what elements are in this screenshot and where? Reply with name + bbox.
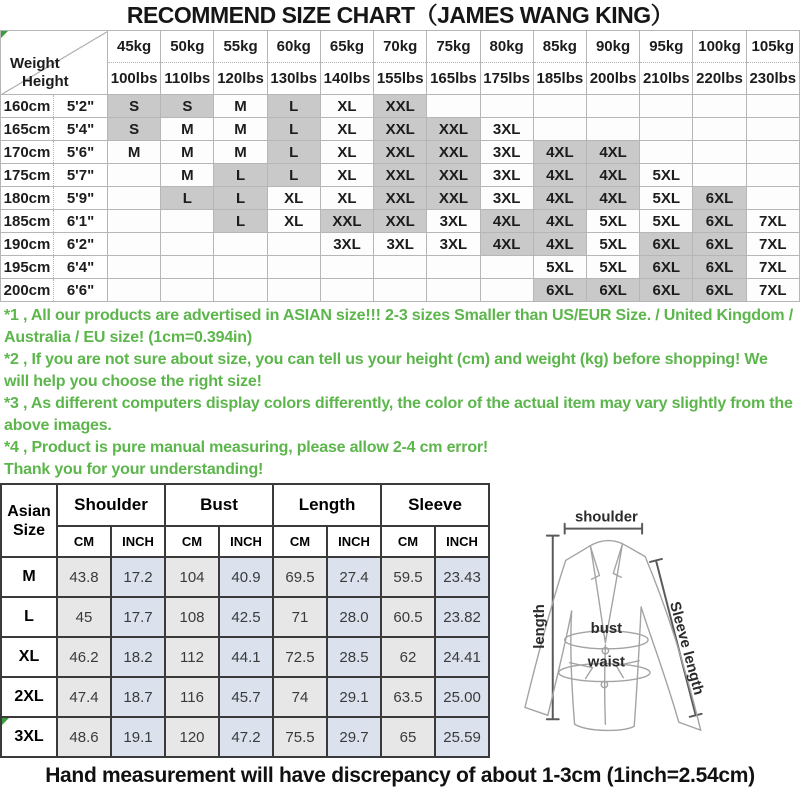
measure-value-cell: 27.4 [327,557,381,597]
height-ft-cell: 6'1" [54,210,108,233]
grid-row [1,164,800,187]
measure-value-cell: 75.5 [273,717,327,757]
size-cell: 4XL [533,164,586,187]
size-cell: 4XL [533,210,586,233]
measure-value-cell: 40.9 [219,557,273,597]
measure-value-cell: 71 [273,597,327,637]
measure-value-cell: 45 [57,597,111,637]
size-cell: 6XL [693,210,746,233]
waist-label: waist [587,654,626,671]
measure-row [1,677,489,717]
measure-value-cell: 59.5 [381,557,435,597]
size-cell [640,95,693,118]
grid-row [1,279,800,302]
asian-size-cell: M [1,557,57,597]
size-cell: XL [267,210,320,233]
size-cell: 6XL [693,279,746,302]
measure-value-cell: 47.4 [57,677,111,717]
measure-unit-header: CM [57,526,111,557]
size-cell: 3XL [480,141,533,164]
size-cell: L [267,95,320,118]
size-cell: 3XL [427,210,480,233]
size-cell [267,233,320,256]
weight-lbs-row [1,63,800,95]
size-cell: XXL [374,210,427,233]
measure-unit-header: INCH [327,526,381,557]
measure-value-cell: 46.2 [57,637,111,677]
size-cell [640,118,693,141]
weight-kg-header: 60kg [267,31,320,63]
asian-label: Asian [7,502,51,520]
size-cell: XXL [374,164,427,187]
weight-kg-header: 95kg [640,31,693,63]
measurement-section [0,483,800,761]
weight-kg-header: 70kg [374,31,427,63]
size-cell [746,118,799,141]
measure-group-row [1,484,489,526]
size-cell: 7XL [746,256,799,279]
measure-value-cell: 42.5 [219,597,273,637]
size-cell [214,233,267,256]
size-cell: 6XL [640,279,693,302]
size-cell [480,95,533,118]
measurement-table [0,483,490,758]
measure-unit-header: INCH [435,526,489,557]
height-cm-cell: 200cm [1,279,54,302]
jacket-shoulders [566,541,645,561]
measure-value-cell: 25.00 [435,677,489,717]
measure-unit-header: CM [381,526,435,557]
size-cell: 7XL [746,210,799,233]
size-cell [108,187,161,210]
height-ft-cell: 6'6" [54,279,108,302]
size-cell: M [214,141,267,164]
measure-value-cell: 69.5 [273,557,327,597]
size-cell: L [267,164,320,187]
size-cell: L [161,187,214,210]
asian-size-cell: 2XL [1,677,57,717]
measure-value-cell: 120 [165,717,219,757]
measure-value-cell: 23.43 [435,557,489,597]
asian-size-cell: L [1,597,57,637]
measure-value-cell: 63.5 [381,677,435,717]
size-cell: XL [320,118,373,141]
weight-label: Weight [10,55,60,72]
measure-value-cell: 18.7 [111,677,165,717]
asian-size-cell: XL [1,637,57,677]
measure-value-cell: 17.2 [111,557,165,597]
size-cell: 4XL [480,210,533,233]
size-cell [320,279,373,302]
measure-value-cell: 112 [165,637,219,677]
size-cell [427,279,480,302]
size-cell: XXL [427,187,480,210]
weight-kg-header: 75kg [427,31,480,63]
measure-value-cell: 72.5 [273,637,327,677]
length-measure-line [547,536,559,720]
weight-kg-header: 90kg [586,31,639,63]
measure-group-header: Length [273,484,381,526]
size-cell: XXL [374,95,427,118]
measure-value-cell: 28.0 [327,597,381,637]
size-cell: XXL [374,187,427,210]
size-cell [108,233,161,256]
bust-label: bust [590,620,623,637]
measure-value-cell: 23.82 [435,597,489,637]
measure-value-cell: 104 [165,557,219,597]
size-cell: 6XL [693,256,746,279]
measure-value-cell: 48.6 [57,717,111,757]
measure-unit-header: CM [273,526,327,557]
size-cell [693,141,746,164]
size-cell: XL [320,164,373,187]
grid-row [1,95,800,118]
size-cell: 6XL [640,233,693,256]
size-cell: M [214,118,267,141]
note-line: *2 , If you are not sure about size, you can tell us your height (cm) and weight (kg) before shopping! We will help you choose the right size! [4,351,768,390]
size-cell: XXL [374,141,427,164]
size-cell: 5XL [586,233,639,256]
weight-lbs-header: 110lbs [161,63,214,95]
size-cell [214,279,267,302]
size-cell: XXL [427,164,480,187]
size-cell: 4XL [533,233,586,256]
size-cell: XL [320,187,373,210]
size-cell [586,118,639,141]
measure-row [1,637,489,677]
weight-lbs-header: 230lbs [746,63,799,95]
measure-row [1,557,489,597]
note-line: *1 , All our products are advertised in ASIAN size!!! 2-3 sizes Smaller than US/EUR Size. / United Kingdom / Australia / EU size! (1cm=0.394in) [4,307,793,346]
asian-size-header [1,484,57,557]
measure-value-cell: 65 [381,717,435,757]
size-cell: 3XL [320,233,373,256]
weight-lbs-header: 155lbs [374,63,427,95]
shoulder-label: shoulder [574,509,638,526]
size-cell: XL [320,141,373,164]
size-cell [746,187,799,210]
height-cm-cell: 175cm [1,164,54,187]
size-cell [267,256,320,279]
asian-size-cell: 3XL [1,717,57,757]
size-cell: 3XL [480,164,533,187]
size-cell [640,141,693,164]
height-ft-cell: 6'4" [54,256,108,279]
size-cell [480,256,533,279]
size-cell [374,279,427,302]
size-cell: L [214,210,267,233]
size-cell [108,256,161,279]
jacket-diagram [520,483,800,761]
measure-value-cell: 43.8 [57,557,111,597]
sleeve-length-label: Sleeve length [666,600,707,697]
height-ft-cell: 6'2" [54,233,108,256]
size-cell: M [161,118,214,141]
size-cell: 5XL [640,210,693,233]
weight-kg-header: 85kg [533,31,586,63]
weight-lbs-header: 130lbs [267,63,320,95]
measure-value-cell: 60.5 [381,597,435,637]
size-cell: 3XL [374,233,427,256]
size-cell [480,279,533,302]
length-label: length [531,604,548,649]
weight-lbs-header: 200lbs [586,63,639,95]
measure-value-cell: 74 [273,677,327,717]
grid-row [1,118,800,141]
measure-value-cell: 29.1 [327,677,381,717]
height-ft-cell: 5'9" [54,187,108,210]
grid-row [1,210,800,233]
size-cell: 7XL [746,279,799,302]
size-cell: M [108,141,161,164]
measure-group-header: Sleeve [381,484,489,526]
measure-row [1,717,489,757]
measure-value-cell: 19.1 [111,717,165,757]
measure-value-cell: 24.41 [435,637,489,677]
size-cell: XXL [374,118,427,141]
size-cell: XL [267,187,320,210]
size-cell: S [108,95,161,118]
size-cell [533,95,586,118]
weight-lbs-header: 185lbs [533,63,586,95]
size-chart-table [0,30,800,302]
size-cell: S [161,95,214,118]
size-cell: 5XL [640,164,693,187]
size-cell [108,279,161,302]
weight-kg-header: 50kg [161,31,214,63]
measure-unit-header: INCH [111,526,165,557]
size-cell: M [214,95,267,118]
measure-group-header: Bust [165,484,273,526]
measure-unit-row [1,526,489,557]
size-cell: 6XL [533,279,586,302]
height-cm-cell: 170cm [1,141,54,164]
height-ft-cell: 5'2" [54,95,108,118]
size-cell [214,256,267,279]
size-cell [267,279,320,302]
height-cm-cell: 190cm [1,233,54,256]
size-cell: 6XL [640,256,693,279]
size-cell [746,141,799,164]
size-cell [161,233,214,256]
height-ft-cell: 5'6" [54,141,108,164]
size-cell [374,256,427,279]
weight-kg-row [1,31,800,63]
size-cell: XXL [427,141,480,164]
size-cell [320,256,373,279]
size-cell [161,279,214,302]
size-cell [108,210,161,233]
size-cell [533,118,586,141]
size-cell: M [161,164,214,187]
size-cell: L [214,164,267,187]
grid-row [1,233,800,256]
measure-unit-header: CM [165,526,219,557]
size-cell: 5XL [586,210,639,233]
grid-row [1,256,800,279]
size-cell [693,95,746,118]
size-cell [693,118,746,141]
size-cell [746,164,799,187]
weight-lbs-header: 210lbs [640,63,693,95]
height-cm-cell: 185cm [1,210,54,233]
size-label: Size [12,521,45,539]
size-cell: 4XL [586,164,639,187]
size-cell: 4XL [586,187,639,210]
note-line: Thank you for your understanding! [4,461,264,478]
size-cell: 4XL [480,233,533,256]
measure-value-cell: 29.7 [327,717,381,757]
height-cm-cell: 195cm [1,256,54,279]
size-cell [427,95,480,118]
size-cell: 3XL [480,187,533,210]
measure-group-header: Shoulder [57,484,165,526]
grid-row [1,141,800,164]
weight-lbs-header: 165lbs [427,63,480,95]
measure-unit-header: INCH [219,526,273,557]
size-cell [427,256,480,279]
measure-value-cell: 28.5 [327,637,381,677]
size-cell [161,256,214,279]
height-cm-cell: 160cm [1,95,54,118]
measure-value-cell: 62 [381,637,435,677]
notes-block [0,302,800,481]
size-cell: 5XL [586,256,639,279]
measure-value-cell: 17.7 [111,597,165,637]
size-cell: 4XL [533,187,586,210]
measure-row [1,597,489,637]
size-cell: L [214,187,267,210]
weight-kg-header: 100kg [693,31,746,63]
weight-lbs-header: 175lbs [480,63,533,95]
size-cell: L [267,118,320,141]
weight-lbs-header: 140lbs [320,63,373,95]
weight-kg-header: 65kg [320,31,373,63]
measure-value-cell: 18.2 [111,637,165,677]
height-ft-cell: 5'4" [54,118,108,141]
measure-value-cell: 45.7 [219,677,273,717]
size-cell: 4XL [586,141,639,164]
note-line: *4 , Product is pure manual measuring, please allow 2-4 cm error! [4,439,489,456]
measure-value-cell: 25.59 [435,717,489,757]
size-cell [746,95,799,118]
size-cell: 6XL [586,279,639,302]
size-cell: M [161,141,214,164]
size-cell: 6XL [693,233,746,256]
weight-kg-header: 55kg [214,31,267,63]
page-title: RECOMMEND SIZE CHART（JAMES WANG KING） [126,2,674,28]
size-cell: 3XL [480,118,533,141]
size-cell: 5XL [640,187,693,210]
height-cm-cell: 180cm [1,187,54,210]
size-cell: XXL [320,210,373,233]
size-cell: 6XL [693,187,746,210]
size-cell: 5XL [533,256,586,279]
footer-text: Hand measurement will have discrepancy of about 1-3cm (1inch=2.54cm) [45,764,755,787]
measure-value-cell: 108 [165,597,219,637]
size-cell: 4XL [533,141,586,164]
weight-kg-header: 105kg [746,31,799,63]
measure-value-cell: 116 [165,677,219,717]
height-label: Height [22,73,69,90]
weight-lbs-header: 100lbs [108,63,161,95]
weight-kg-header: 45kg [108,31,161,63]
size-cell: 3XL [427,233,480,256]
height-ft-cell: 5'7" [54,164,108,187]
size-cell: S [108,118,161,141]
grid-row [1,187,800,210]
size-cell [161,210,214,233]
size-cell [693,164,746,187]
size-cell [586,95,639,118]
size-cell: 7XL [746,233,799,256]
size-cell: L [267,141,320,164]
corner-cell [1,31,108,95]
weight-lbs-header: 120lbs [214,63,267,95]
weight-kg-header: 80kg [480,31,533,63]
height-cm-cell: 165cm [1,118,54,141]
note-line: *3 , As different computers display colors differently, the color of the actual item may vary slightly from the above images. [4,395,793,434]
size-cell [108,164,161,187]
measure-value-cell: 44.1 [219,637,273,677]
size-cell: XL [320,95,373,118]
measure-value-cell: 47.2 [219,717,273,757]
size-cell: XXL [427,118,480,141]
weight-lbs-header: 220lbs [693,63,746,95]
